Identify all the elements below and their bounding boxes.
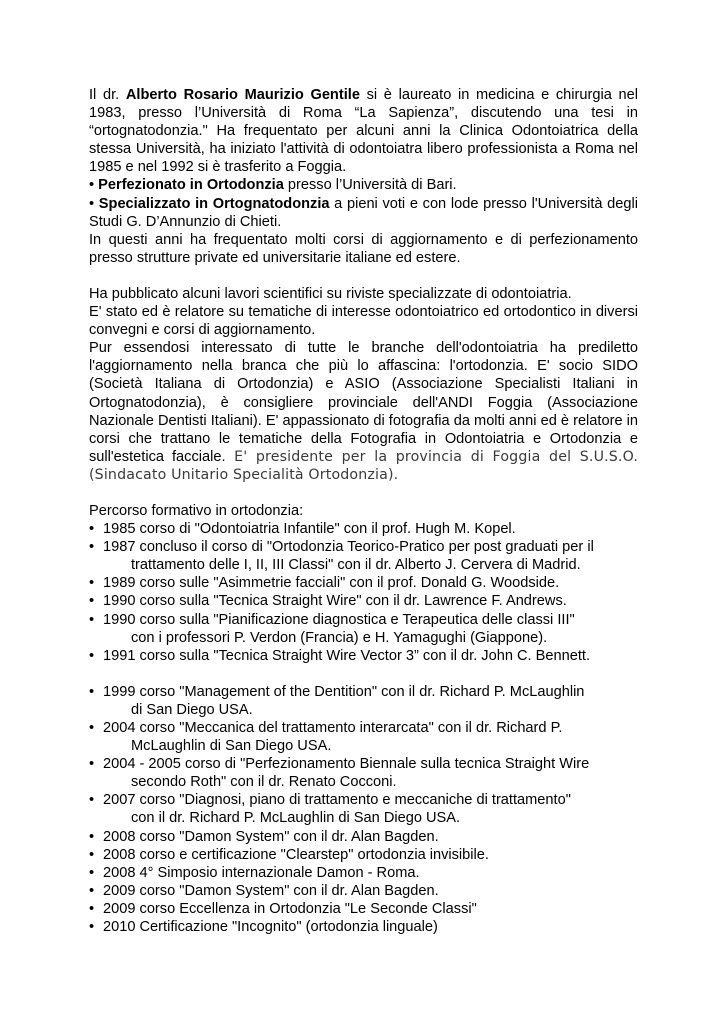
list-item-text: 2008 corso e certificazione "Clearstep" ortodonzia invisibile.: [103, 846, 489, 863]
list-item-text: 2007 corso "Diagnosi, piano di trattamento e meccaniche di trattamento": [103, 792, 571, 809]
interests-paragraph: [89, 339, 638, 484]
list-item-text: 2008 corso "Damon System" con il dr. Alan Bagden.: [103, 828, 439, 845]
bullet-glyph: •: [89, 864, 95, 881]
president-text: E' presidente per la provincia di Foggia del S.U.S.O. (Sindacato Unitario Specialità Ortodonzia).: [89, 448, 638, 483]
bullet-glyph: •: [89, 611, 95, 628]
list-item: [89, 592, 638, 610]
bullet-glyph: •: [89, 720, 95, 736]
list-item-text: 1999 corso "Management of the Dentition" con il dr. Richard P. McLaughlin: [103, 683, 585, 700]
list-item-text: 1987 concluso il corso di "Ortodonzia Teorico-Pratico per post graduati per il: [103, 539, 594, 556]
courses-paragraph: In questi anni ha frequentato molti corsi di aggiornamento e di perfezionamento presso strutture private ed universitarie italiane ed estere.: [89, 231, 638, 266]
list-item: [89, 538, 638, 574]
bullet-glyph: •: [89, 575, 95, 592]
bullet-glyph: •: [89, 647, 95, 664]
specializzato-label: Specializzato in Ortognatodonzia: [98, 195, 330, 212]
course-list-early: [89, 520, 638, 665]
percorso-title: Percorso formativo in ortodonzia:: [89, 502, 304, 519]
bullet-glyph: •: [89, 195, 95, 212]
published-paragraph: Ha pubblicato alcuni lavori scientifici su riviste specializzate di odontoiatria.: [89, 285, 572, 302]
list-item-continuation: trattamento delle I, II, III Classi" con il dr. Alberto J. Cervera di Madrid.: [131, 557, 581, 574]
bullet-glyph: •: [89, 792, 95, 809]
list-item-text: 1990 corso sulla "Tecnica Straight Wire" con il dr. Lawrence F. Andrews.: [103, 593, 567, 610]
list-item-text: 2009 corso "Damon System" con il dr. Alan Bagden.: [103, 882, 439, 899]
list-item: [89, 719, 638, 755]
list-item-text: 1985 corso di "Odontoiatria Infantile" con il prof. Hugh M. Kopel.: [103, 521, 516, 538]
bullet-glyph: •: [89, 521, 95, 538]
list-item: [89, 918, 638, 936]
list-item-continuation: secondo Roth" con il dr. Renato Cocconi.: [131, 774, 397, 791]
course-list-recent: [89, 683, 638, 936]
document-page: [89, 86, 638, 936]
list-item-continuation: con i professori P. Verdon (Francia) e H. Yamagughi (Giappone).: [131, 629, 548, 646]
list-item-text: 1989 corso sulle "Asimmetrie facciali" con il prof. Donald G. Woodside.: [103, 575, 560, 592]
specializzato-line: [89, 195, 638, 231]
intro-paragraph: [89, 86, 638, 176]
spacer: [89, 267, 638, 285]
bullet-glyph: •: [89, 683, 95, 700]
specializzato-text: a pieni voti e con lode presso l'Università degli Studi G. D’Annunzio di Chieti.: [89, 195, 639, 230]
list-item: [89, 864, 638, 882]
intro-text-rest: si è laureato in medicina e chirurgia nel 1983, presso l’Università di Roma “La Sapienza”, discutendo una tesi in “ortognatodonzia." Ha frequentato per alcuni anni la Clinica Odontoiatrica della stessa Università, ha iniziato l'attività di odontoiatra libero professionista a Roma nel 1985 e nel 1992 si è trasferito a Foggia.: [89, 87, 638, 176]
list-item-text: 2008 4° Simposio internazionale Damon - Roma.: [103, 864, 420, 881]
list-item-continuation: di San Diego USA.: [131, 701, 253, 718]
list-item: [89, 611, 638, 647]
doctor-name: Alberto Rosario Maurizio Gentile: [125, 87, 360, 103]
intro-text-start: Il dr.: [89, 87, 126, 103]
list-item-text: 2010 Certificazione "Incognito" (ortodonzia linguale): [103, 919, 438, 936]
bullet-glyph: •: [89, 756, 95, 773]
list-item: [89, 647, 638, 665]
list-item-text: 2004 - 2005 corso di "Perfezionamento Biennale sulla tecnica Straight Wire: [103, 756, 590, 773]
perfezionato-line: [89, 176, 638, 194]
bullet-glyph: •: [89, 900, 95, 917]
list-item-text: 2004 corso "Meccanica del trattamento interarcata" con il dr. Richard P.: [103, 720, 563, 736]
spacer: [89, 665, 638, 683]
list-item: [89, 683, 638, 719]
list-item: [89, 900, 638, 918]
interests-text: Pur essendosi interessato di tutte le branche dell'odontoiatria ha prediletto l'aggiornamento nella branca che più lo affascina: l'ortodonzia. E' socio SIDO (Società Italiana di Ortodonzia) e ASIO (Associazione Specialisti Italiani in Ortognatodonzia), è consigliere provinciale dell'ANDI Foggia (Associazione Nazionale Dentisti Italiani). E' appassionato di fotografia da molti anni ed è relatore in corsi che trattano le tematiche della Fotografia in Odontoiatria e Ortodonzia e sull'estetica facciale.: [89, 340, 638, 465]
list-item-text: 2009 corso Eccellenza in Ortodonzia "Le Seconde Classi": [103, 900, 477, 917]
bullet-glyph: •: [89, 177, 95, 194]
spacer: [89, 484, 638, 502]
perfezionato-label: Perfezionato in Ortodonzia: [98, 177, 284, 194]
bullet-glyph: •: [89, 919, 95, 936]
speaker-paragraph: E' stato ed è relatore su tematiche di interesse odontoiatrico ed ortodontico in diversi convegni e corsi di aggiornamento.: [89, 304, 638, 339]
list-item-text: 1990 corso sulla "Pianificazione diagnostica e Terapeutica delle classi III": [103, 611, 575, 628]
bullet-glyph: •: [89, 828, 95, 845]
list-item: [89, 755, 638, 791]
list-item: [89, 520, 638, 538]
bullet-glyph: •: [89, 539, 95, 556]
list-item: [89, 882, 638, 900]
bullet-glyph: •: [89, 593, 95, 610]
bullet-glyph: •: [89, 882, 95, 899]
list-item: [89, 846, 638, 864]
list-item-continuation: con il dr. Richard P. McLaughlin di San Diego USA.: [131, 810, 461, 827]
bullet-glyph: •: [89, 846, 95, 863]
list-item: [89, 828, 638, 846]
list-item-continuation: McLaughlin di San Diego USA.: [131, 738, 332, 755]
list-item: [89, 574, 638, 592]
list-item-text: 1991 corso sulla "Tecnica Straight Wire Vector 3” con il dr. John C. Bennett.: [103, 647, 591, 664]
perfezionato-text: presso l’Università di Bari.: [283, 177, 457, 194]
list-item: [89, 791, 638, 827]
